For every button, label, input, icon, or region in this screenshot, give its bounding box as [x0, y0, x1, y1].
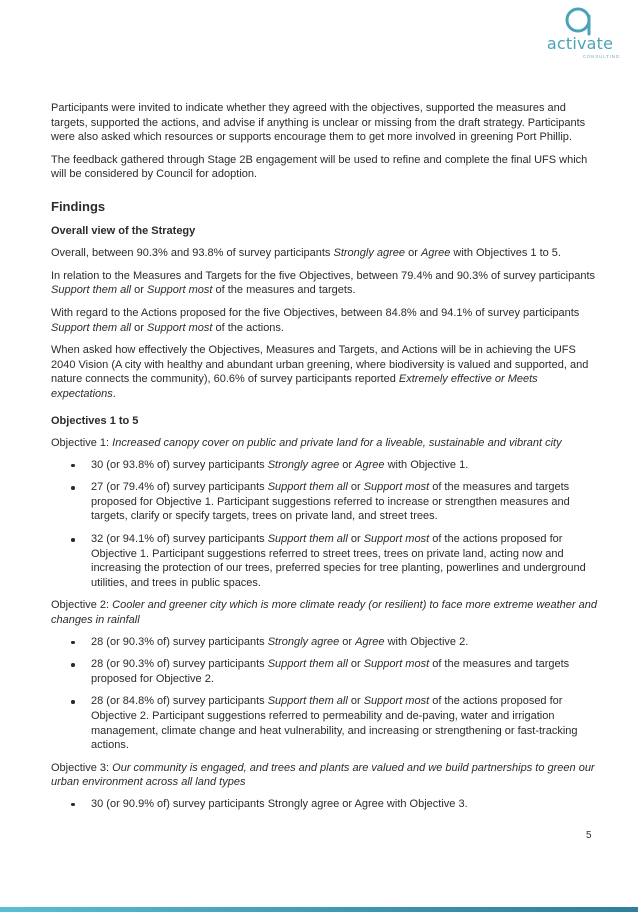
objectives-heading: Objectives 1 to 5 [51, 414, 139, 427]
findings-heading: Findings [51, 198, 106, 214]
overall-paragraph-2: In relation to the Measures and Targets for the five Objectives, between 79.4% and 90.3% of survey participants Support them all or Support most of the measures and targets. [51, 269, 595, 297]
logo-subtitle: CONSULTING [582, 54, 620, 59]
bullet-icon [71, 486, 75, 490]
objective-3-list [51, 797, 599, 812]
objective-2-list [51, 635, 599, 753]
bullet-icon [71, 803, 75, 807]
overall-paragraph-3: With regard to the Actions proposed for the five Objectives, between 84.8% and 94.1% of survey participants Support them all or Support most of the actions. [51, 306, 580, 334]
intro-paragraph-1: Participants were invited to indicate whether they agreed with the objectives, supported the measures and targets, supported the actions, and advise if anything is unclear or missing from the draft strategy. Participants were also asked which resources or supports encourage them to get more involved in greening Port Phillip. [51, 102, 586, 144]
list-item: 28 (or 90.3% of) survey participants Strongly agree or Agree with Objective 2. [51, 635, 599, 650]
page-number: 5 [586, 830, 592, 841]
list-item: 30 (or 90.9% of) survey participants Strongly agree or Agree with Objective 3. [51, 797, 599, 812]
overall-paragraph-1: Overall, between 90.3% and 93.8% of survey participants Strongly agree or Agree with Objectives 1 to 5. [51, 247, 561, 260]
bullet-icon [71, 538, 75, 542]
intro-paragraph-2: The feedback gathered through Stage 2B engagement will be used to refine and complete the final UFS which will be considered by Council for adoption. [51, 153, 588, 181]
footer-bar [0, 907, 638, 912]
overall-view-heading: Overall view of the Strategy [51, 224, 196, 237]
list-item: 32 (or 94.1% of) survey participants Support them all or Support most of the actions proposed for Objective 1. Participant suggestions referred to street trees, trees on private land, acting now and increasing the protection of our trees, preferred species for tree planting, powerlines and underground utilities, and trees in public spaces. [51, 532, 599, 590]
bullet-icon [71, 700, 75, 704]
list-item: 27 (or 79.4% of) survey participants Support them all or Support most of the measures and targets proposed for Objective 1. Participant suggestions referred to increase or strengthen measures and targets, clarify or specify targets, trees on private land, and street trees. [51, 480, 599, 524]
objective-1-list [51, 458, 599, 591]
bullet-icon [71, 641, 75, 645]
objective-3-title: Objective 3: Our community is engaged, and trees and plants are valued and we build partnerships to green our urban environment across all land types [51, 761, 595, 789]
logo-wordmark: activate [546, 34, 614, 53]
list-item: 28 (or 84.8% of) survey participants Support them all or Support most of the actions proposed for Objective 2. Participant suggestions referred to permeability and de-paving, water and irrigation management, climate change and heat vulnerability, and increasing or strengthening or fast-tracking actions. [51, 694, 599, 752]
objective-1-title: Objective 1: Increased canopy cover on public and private land for a liveable, sustainable and vibrant city [51, 437, 562, 450]
objective-2-title: Objective 2: Cooler and greener city which is more climate ready (or resilient) to face more extreme weather and changes in rainfall [51, 599, 597, 627]
activate-consulting-logo [540, 6, 620, 62]
list-item: 28 (or 90.3% of) survey participants Support them all or Support most of the measures and targets proposed for Objective 2. [51, 657, 599, 686]
document-body [51, 101, 599, 820]
list-item: 30 (or 93.8% of) survey participants Strongly agree or Agree with Objective 1. [51, 458, 599, 473]
overall-paragraph-4: When asked how effectively the Objectives, Measures and Targets, and Actions will be in achieving the UFS 2040 Vision (A city with healthy and abundant urban greening, where biodiversity is valued and supported, and nature connects the community), 60.6% of survey participants reported Extremely effective or Meets expectations. [51, 344, 589, 400]
bullet-icon [71, 464, 75, 468]
bullet-icon [71, 663, 75, 667]
